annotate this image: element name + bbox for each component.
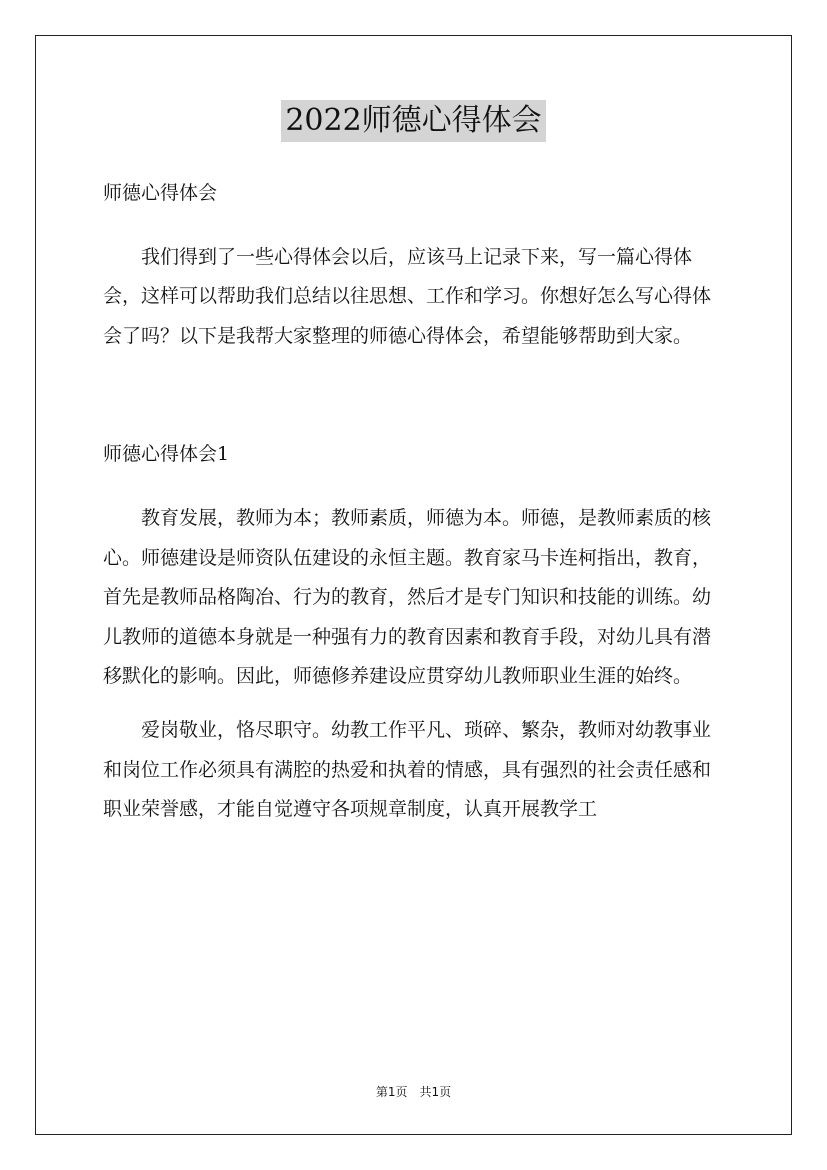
- section-heading-1: 师德心得体会1: [103, 443, 230, 466]
- page-footer: [0, 1084, 827, 1100]
- section1-paragraph-1: 教育发展，教师为本；教师素质，师德为本。师德，是教师素质的核心。师德建设是师资队伍建设的永恒主题。教育家马卡连柯指出，教育，首先是教师品格陶冶、行为的教育，然后才是专门知识和技能的训练。幼儿教师的道德本身就是一种强有力的教育因素和教育手段，对幼儿具有潜移默化的影响。因此，师德修养建设应贯穿幼儿教师职业生涯的始终。: [103, 506, 712, 688]
- document-body: [103, 174, 728, 830]
- section-heading-intro: 师德心得体会: [103, 182, 218, 204]
- intro-paragraph: 我们得到了一些心得体会以后，应该马上记录下来，写一篇心得体会，这样可以帮助我们总结以往思想、工作和学习。你想好怎么写心得体会了吗？以下是我帮大家整理的师德心得体会，希望能够帮助到大家。: [103, 245, 712, 347]
- page-number: 第1页 共1页: [375, 1085, 452, 1099]
- document-title-container: [0, 100, 827, 142]
- document-title: 2022师德心得体会: [281, 100, 545, 142]
- section1-paragraph-2: 爱岗敬业，恪尽职守。幼教工作平凡、琐碎、繁杂，教师对幼教事业和岗位工作必须具有满腔的热爱和执着的情感，具有强烈的社会责任感和职业荣誉感，才能自觉遵守各项规章制度，认真开展教学工: [103, 718, 712, 821]
